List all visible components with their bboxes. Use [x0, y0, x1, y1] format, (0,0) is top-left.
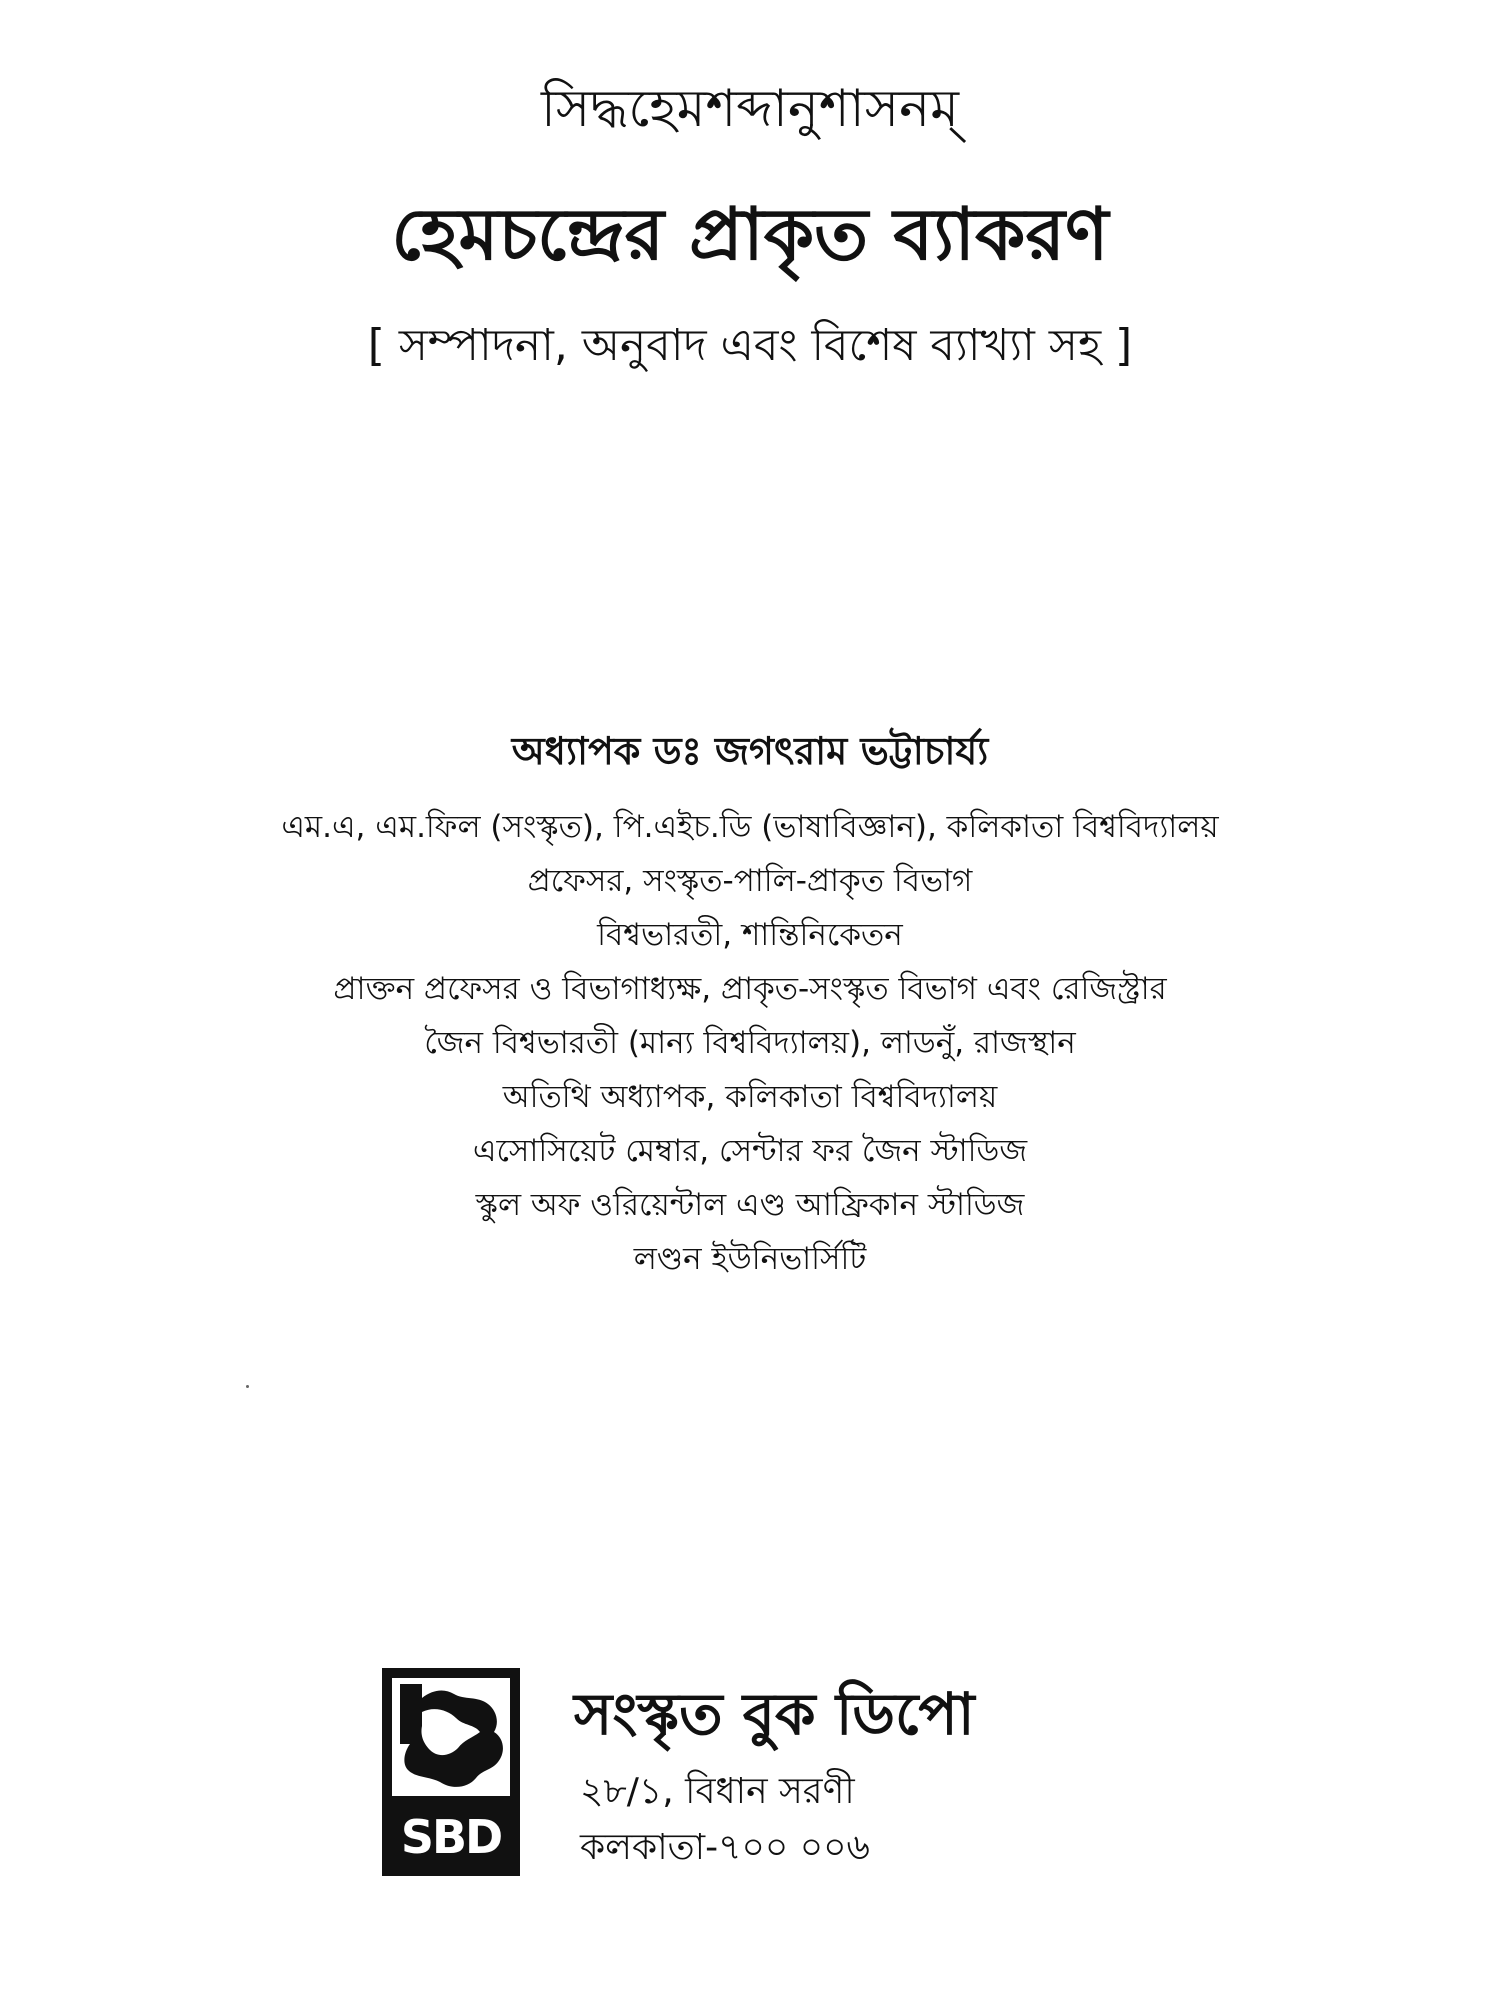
publisher-emblem-icon — [392, 1678, 510, 1796]
publisher-logo-text: SBD — [400, 1810, 502, 1864]
publisher-address: ২৮/১, বিধান সরণী — [580, 1771, 855, 1812]
scan-speck — [246, 1385, 249, 1388]
publisher-name: সংস্কৃত বুক ডিপো — [574, 1680, 975, 1748]
super-title: সিদ্ধহেমশব্দানুশাসনম্ — [541, 79, 959, 139]
publisher-logo — [382, 1668, 520, 1876]
credential-line: প্রাক্তন প্রফেসর ও বিভাগাধ্যক্ষ, প্রাকৃত-সংস্কৃত বিভাগ এবং রেজিস্ট্রার — [333, 971, 1167, 1007]
credential-line: জৈন বিশ্বভারতী (মান্য বিশ্ববিদ্যালয়), লাডনুঁ, রাজস্থান — [424, 1025, 1076, 1061]
book-title: হেমচন্দ্রের প্রাকৃত ব্যাকরণ — [391, 192, 1109, 276]
credential-line: লণ্ডন ইউনিভার্সিটি — [633, 1241, 867, 1277]
author-credentials — [0, 800, 1500, 1286]
credential-line: বিশ্বভারতী, শান্তিনিকেতন — [597, 917, 903, 953]
credential-line: অতিথি অধ্যাপক, কলিকাতা বিশ্ববিদ্যালয় — [502, 1079, 998, 1115]
book-subtitle: [ সম্পাদনা, অনুবাদ এবং বিশেষ ব্যাখ্যা সহ ] — [367, 320, 1133, 371]
credential-line: প্রফেসর, সংস্কৃত-পালি-প্রাকৃত বিভাগ — [527, 863, 973, 899]
credential-line: এম.এ, এম.ফিল (সংস্কৃত), পি.এইচ.ডি (ভাষাবিজ্ঞান), কলিকাতা বিশ্ববিদ্যালয় — [281, 809, 1219, 845]
credential-line: এসোসিয়েট মেম্বার, সেন্টার ফর জৈন স্টাডিজ — [472, 1133, 1028, 1169]
credential-line: স্কুল অফ ওরিয়েন্টাল এণ্ড আফ্রিকান স্টাডিজ — [475, 1187, 1025, 1223]
publisher-city: কলকাতা-৭০০ ০০৬ — [580, 1827, 870, 1868]
author-name: অধ্যাপক ডঃ জগৎরাম ভট্টাচার্য্য — [511, 729, 989, 773]
publisher-block — [382, 1668, 1182, 1888]
